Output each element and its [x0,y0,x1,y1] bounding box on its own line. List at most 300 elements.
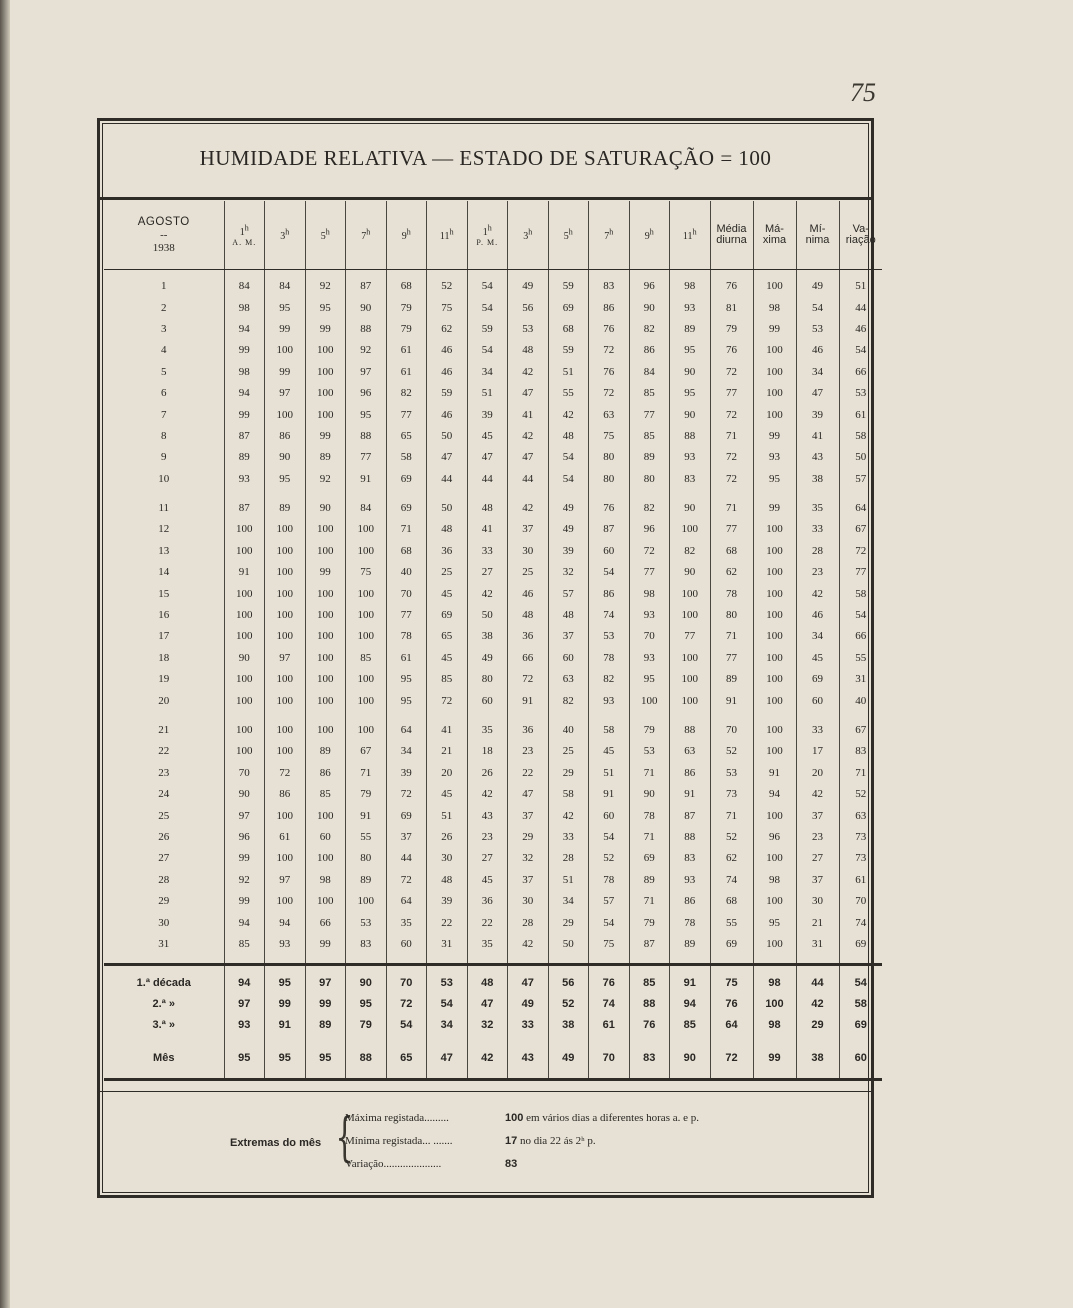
table-cell: 25 [508,562,549,583]
table-cell: 37 [796,805,839,826]
table-cell: 66 [839,626,882,647]
table-row [104,891,882,912]
table-cell: 74 [589,605,630,626]
table-cell: 47 [508,383,549,404]
table-cell: 100 [753,669,796,690]
summary-cell: 95 [346,993,387,1014]
summary-row [104,1014,882,1035]
table-cell: 57 [548,583,589,604]
table-cell: 100 [305,669,346,690]
table-cell: 86 [265,784,306,805]
table-cell: 48 [508,340,549,361]
table-cell: 98 [224,362,265,383]
table-cell: 90 [670,490,711,519]
table-cell: 100 [753,848,796,869]
summary-cell: 90 [346,965,387,994]
table-cell: 98 [753,870,796,891]
table-cell: 98 [305,870,346,891]
table-cell: 37 [508,870,549,891]
table-cell: 89 [670,319,711,340]
table-cell: 100 [753,541,796,562]
table-cell: 57 [839,469,882,490]
brace-icon: { [335,1108,354,1168]
table-cell: 79 [346,784,387,805]
table-cell: 70 [839,891,882,912]
table-row [104,541,882,562]
summary-cell: 49 [508,993,549,1014]
table-cell: 23 [508,741,549,762]
table-cell: 41 [467,519,508,540]
table-cell: 96 [629,270,670,298]
table-cell: 95 [670,340,711,361]
table-cell: 51 [839,270,882,298]
summary-row [104,993,882,1014]
table-cell: 95 [305,297,346,318]
summary-cell: 88 [346,1035,387,1080]
table-cell: 100 [265,562,306,583]
title-box [100,121,871,200]
table-cell: 60 [386,934,427,965]
table-cell: 82 [629,319,670,340]
table-cell: 100 [753,648,796,669]
table-cell: 85 [346,648,387,669]
summary-cell: 44 [796,965,839,994]
table-cell: 93 [670,297,711,318]
table-cell: 52 [710,741,753,762]
table-cell: 86 [670,763,711,784]
table-cell: 99 [224,891,265,912]
table-cell: 85 [629,383,670,404]
table-cell: 61 [839,870,882,891]
summary-cell: 33 [508,1014,549,1035]
table-cell: 55 [548,383,589,404]
table-cell: 92 [346,340,387,361]
table-cell: 35 [386,912,427,933]
table-cell: 71 [629,827,670,848]
table-cell: 51 [589,763,630,784]
table-cell: 74 [710,870,753,891]
table-cell: 100 [265,626,306,647]
table-cell: 44 [508,469,549,490]
table-cell: 84 [265,270,306,298]
summary-row [104,965,882,994]
table-cell: 41 [427,712,468,741]
table-cell: 63 [670,741,711,762]
table-cell: 23 [796,562,839,583]
table-cell: 60 [548,648,589,669]
table-row [104,426,882,447]
table-cell: 82 [386,383,427,404]
table-cell: 100 [753,891,796,912]
binding-shadow [0,0,10,1308]
summary-cell: 91 [670,965,711,994]
table-cell: 72 [508,669,549,690]
table-cell: 90 [346,297,387,318]
table-row [104,519,882,540]
summary-cell: 95 [305,1035,346,1080]
day-label: 17 [158,630,170,643]
table-row [104,469,882,490]
extreme-max-name: Máxima registada......... [345,1112,449,1124]
table-cell: 100 [305,541,346,562]
year-label: 1938 [152,241,175,254]
table-cell: 56 [508,297,549,318]
table-cell: 35 [467,712,508,741]
table-row [104,784,882,805]
day-label: 9 [161,451,167,464]
table-cell: 48 [548,426,589,447]
table-cell: 72 [589,340,630,361]
table-row [104,447,882,468]
day-label: 28 [158,873,170,886]
table-cell: 20 [796,763,839,784]
table-cell: 43 [467,805,508,826]
summary-cell: 90 [670,1035,711,1080]
summary-label: Mês [104,1035,224,1080]
table-cell: 71 [629,891,670,912]
table-cell: 100 [670,605,711,626]
table-cell: 100 [265,583,306,604]
table-cell: 89 [629,870,670,891]
table-cell: 86 [305,763,346,784]
table-cell: 39 [796,404,839,425]
table-cell: 55 [839,648,882,669]
table-cell: 67 [346,741,387,762]
summary-cell: 100 [753,993,796,1014]
summary-cell: 95 [265,965,306,994]
table-cell: 100 [224,605,265,626]
table-cell: 95 [346,404,387,425]
table-cell: 100 [305,891,346,912]
table-cell: 75 [346,562,387,583]
table-cell: 90 [224,648,265,669]
table-cell: 71 [710,490,753,519]
table-cell: 71 [629,763,670,784]
table-cell: 32 [548,562,589,583]
summary-cell: 54 [386,1014,427,1035]
table-row [104,690,882,711]
table-cell: 77 [386,404,427,425]
table-row [104,404,882,425]
summary-cell: 97 [305,965,346,994]
summary-cell: 60 [839,1035,882,1080]
table-cell: 100 [753,270,796,298]
hour-header: 1$^h$ A. M. [224,201,265,270]
table-cell: 94 [224,319,265,340]
table-cell: 48 [548,605,589,626]
table-cell: 100 [265,848,306,869]
table-cell: 46 [839,319,882,340]
stat-header: Média diurna [710,201,753,270]
table-cell: 72 [427,690,468,711]
table-cell: 68 [386,541,427,562]
table-cell: 93 [753,447,796,468]
table-cell: 34 [386,741,427,762]
page-number: 75 [850,78,876,107]
table-cell: 49 [796,270,839,298]
table-cell: 33 [796,712,839,741]
table-cell: 79 [710,319,753,340]
table-cell: 60 [305,827,346,848]
table-cell: 72 [839,541,882,562]
table-cell: 59 [548,340,589,361]
table-cell: 42 [796,583,839,604]
table-cell: 25 [548,741,589,762]
table-cell: 52 [710,827,753,848]
table-cell: 82 [629,490,670,519]
table-cell: 29 [548,763,589,784]
table-cell: 34 [548,891,589,912]
summary-cell: 38 [548,1014,589,1035]
table-cell: 100 [265,404,306,425]
table-cell: 52 [589,848,630,869]
table-cell: 33 [467,541,508,562]
table-cell: 99 [224,340,265,361]
table-cell: 78 [589,648,630,669]
table-row [104,340,882,361]
table-cell: 100 [346,605,387,626]
table-row [104,583,882,604]
table-cell: 55 [346,827,387,848]
summary-cell: 95 [224,1035,265,1080]
table-cell: 100 [224,626,265,647]
table-cell: 100 [753,562,796,583]
table-cell: 100 [753,805,796,826]
table-cell: 99 [305,562,346,583]
table-cell: 44 [386,848,427,869]
table-cell: 49 [467,648,508,669]
table-cell: 100 [224,741,265,762]
table-cell: 53 [346,912,387,933]
table-cell: 48 [427,870,468,891]
table-cell: 47 [796,383,839,404]
table-cell: 83 [589,270,630,298]
table-cell: 39 [427,891,468,912]
table-cell: 54 [589,562,630,583]
table-cell: 99 [305,319,346,340]
table-cell: 62 [710,848,753,869]
table-cell: 100 [265,541,306,562]
table-cell: 93 [589,690,630,711]
table-cell: 39 [548,541,589,562]
table-cell: 100 [224,519,265,540]
summary-cell: 48 [467,965,508,994]
table-cell: 91 [346,469,387,490]
table-cell: 91 [224,562,265,583]
table-cell: 30 [427,848,468,869]
table-row [104,712,882,741]
table-cell: 48 [467,490,508,519]
table-cell: 47 [467,447,508,468]
table-cell: 97 [265,648,306,669]
table-cell: 87 [346,270,387,298]
table-cell: 83 [839,741,882,762]
table-cell: 99 [224,848,265,869]
table-row [104,605,882,626]
summary-row [104,1035,882,1080]
table-cell: 100 [305,519,346,540]
table-cell: 26 [427,827,468,848]
day-label: 18 [158,651,170,664]
table-cell: 77 [670,626,711,647]
table-cell: 100 [753,383,796,404]
table-cell: 54 [467,270,508,298]
day-label: 10 [158,472,170,485]
table-cell: 65 [427,626,468,647]
table-cell: 23 [467,827,508,848]
table-cell: 100 [265,669,306,690]
table-cell: 61 [839,404,882,425]
table-cell: 48 [508,605,549,626]
summary-label: 3.ª » [152,1018,175,1031]
day-label: 11 [158,502,170,515]
table-cell: 69 [839,934,882,965]
table-cell: 61 [265,827,306,848]
table-cell: 95 [670,383,711,404]
table-cell: 77 [629,404,670,425]
table-cell: 65 [386,426,427,447]
summary-cell: 53 [427,965,468,994]
day-label: 2 [161,301,167,314]
table-cell: 42 [467,784,508,805]
table-cell: 45 [427,583,468,604]
table-cell: 59 [427,383,468,404]
table-row [104,362,882,383]
table-cell: 100 [670,669,711,690]
table-cell: 100 [753,583,796,604]
table-cell: 72 [710,404,753,425]
table-cell: 45 [427,648,468,669]
table-cell: 69 [427,605,468,626]
table-cell: 100 [305,690,346,711]
day-label: 4 [161,344,167,357]
table-cell: 70 [629,626,670,647]
summary-cell: 99 [305,993,346,1014]
table-cell: 50 [427,490,468,519]
table-cell: 86 [589,297,630,318]
table-cell: 67 [839,519,882,540]
table-cell: 85 [427,669,468,690]
table-cell: 33 [796,519,839,540]
table-cell: 37 [796,870,839,891]
table-cell: 71 [710,626,753,647]
day-label: 25 [158,809,170,822]
table-cell: 60 [796,690,839,711]
table-cell: 97 [265,383,306,404]
table-cell: 51 [548,362,589,383]
table-cell: 68 [386,270,427,298]
table-cell: 70 [386,583,427,604]
table-cell: 45 [796,648,839,669]
table-cell: 100 [265,605,306,626]
summary-cell: 98 [753,1014,796,1035]
hour-header: 1$^h$ P. M. [467,201,508,270]
table-cell: 93 [670,447,711,468]
summary-cell: 42 [467,1035,508,1080]
extreme-min-value: 17 no dia 22 ás 2ʰ p. [505,1135,596,1147]
table-cell: 100 [753,404,796,425]
table-cell: 57 [589,891,630,912]
table-cell: 46 [796,340,839,361]
summary-cell: 99 [265,993,306,1014]
table-cell: 64 [839,490,882,519]
summary-cell: 91 [265,1014,306,1035]
summary-cell: 58 [839,993,882,1014]
table-cell: 77 [839,562,882,583]
summary-cell: 97 [224,993,265,1014]
table-cell: 100 [305,362,346,383]
table-cell: 54 [839,340,882,361]
table-cell: 79 [629,912,670,933]
table-cell: 100 [670,690,711,711]
table-cell: 77 [629,562,670,583]
table-cell: 37 [386,827,427,848]
summary-cell: 54 [427,993,468,1014]
table-cell: 52 [427,270,468,298]
table-cell: 84 [224,270,265,298]
day-label: 24 [158,788,170,801]
day-label: 20 [158,694,170,707]
table-cell: 45 [589,741,630,762]
table-row [104,763,882,784]
table-cell: 39 [386,763,427,784]
table-cell: 50 [467,605,508,626]
table-cell: 62 [427,319,468,340]
table-cell: 90 [670,362,711,383]
month-label: AGOSTO [137,215,190,228]
summary-cell: 76 [589,965,630,994]
table-row [104,383,882,404]
summary-label: 2.ª » [152,997,175,1010]
table-cell: 100 [753,690,796,711]
table-row [104,626,882,647]
summary-cell: 47 [427,1035,468,1080]
table-cell: 100 [265,712,306,741]
table-cell: 61 [386,340,427,361]
table-cell: 69 [386,805,427,826]
table-cell: 51 [548,870,589,891]
table-cell: 98 [753,297,796,318]
table-cell: 90 [629,297,670,318]
summary-cell: 54 [839,965,882,994]
table-cell: 94 [265,912,306,933]
table-cell: 79 [386,297,427,318]
summary-cell: 94 [670,993,711,1014]
table-cell: 28 [548,848,589,869]
table-cell: 100 [753,741,796,762]
summary-cell: 56 [548,965,589,994]
table-cell: 30 [796,891,839,912]
table-cell: 92 [305,270,346,298]
extreme-max-value: 100 em vários dias a diferentes horas a. e p. [505,1112,699,1124]
table-cell: 99 [305,426,346,447]
table-cell: 97 [265,870,306,891]
table-cell: 37 [508,805,549,826]
table-cell: 87 [224,490,265,519]
table-cell: 76 [589,362,630,383]
table-cell: 71 [839,763,882,784]
table-cell: 90 [224,784,265,805]
summary-cell: 64 [710,1014,753,1035]
table-cell: 40 [548,712,589,741]
table-cell: 54 [589,827,630,848]
table-cell: 78 [386,626,427,647]
table-cell: 58 [386,447,427,468]
table-cell: 81 [710,297,753,318]
table-cell: 53 [710,763,753,784]
table-cell: 38 [467,626,508,647]
table-cell: 71 [386,519,427,540]
